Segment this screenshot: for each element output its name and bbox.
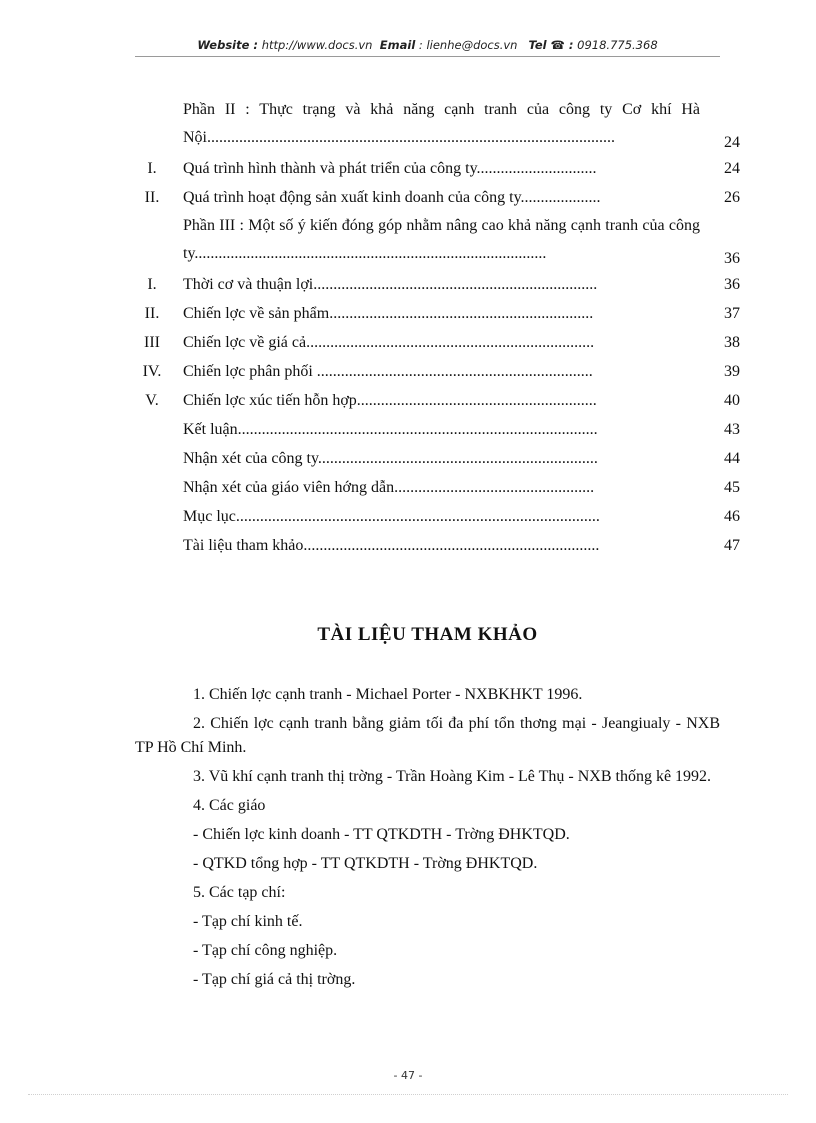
toc-number: V. bbox=[145, 392, 159, 409]
email-value: : lienhe@docs.vn bbox=[418, 38, 518, 52]
toc-entry bbox=[135, 473, 740, 502]
toc-number: III bbox=[144, 334, 160, 351]
tel-value: 0918.775.368 bbox=[577, 38, 658, 52]
toc-entry bbox=[135, 270, 740, 299]
toc-page: 40 bbox=[724, 392, 740, 409]
reference-item: - Tạp chí kinh tế. bbox=[193, 913, 303, 930]
toc-title: Kết luận.......................................................................................... bbox=[183, 421, 598, 438]
toc-page: 24 bbox=[724, 134, 740, 151]
website-value: http://www.docs.vn bbox=[261, 38, 373, 52]
toc-entry bbox=[135, 502, 740, 531]
references-title: TÀI LIỆU THAM KHẢO bbox=[317, 624, 538, 645]
toc-title: Nhận xét của giáo viên hớng dẫn.................................................. bbox=[183, 479, 595, 496]
toc-page: 26 bbox=[724, 189, 740, 206]
reference-item: - Tạp chí công nghiệp. bbox=[193, 942, 338, 959]
toc-title: Chiến lợc về giá cả........................................................................ bbox=[183, 334, 595, 351]
reference-item: 4. Các giáo bbox=[193, 797, 266, 814]
references-list bbox=[135, 683, 720, 992]
toc-page: 36 bbox=[724, 276, 740, 293]
reference-item: - Tạp chí giá cả thị trờng. bbox=[193, 971, 356, 988]
toc-title: Nhận xét của công ty...................................................................... bbox=[183, 450, 598, 467]
toc-entry bbox=[135, 299, 740, 328]
toc-entry bbox=[135, 357, 740, 386]
toc-page: 47 bbox=[724, 537, 740, 554]
toc-page: 44 bbox=[724, 450, 740, 467]
toc-entry bbox=[135, 386, 740, 415]
toc-title: Tài liệu tham khảo.......................................................................... bbox=[183, 537, 600, 554]
toc-entry bbox=[135, 212, 740, 270]
toc-page: 39 bbox=[724, 363, 740, 380]
toc-title: Chiến lợc xúc tiến hỗn hợp............................................................ bbox=[183, 392, 597, 409]
toc-number: II. bbox=[144, 305, 160, 322]
toc-entry bbox=[135, 415, 740, 444]
toc-entry bbox=[135, 154, 740, 183]
tel-label: Tel ☎ : bbox=[528, 38, 574, 52]
table-of-contents bbox=[135, 96, 740, 560]
reference-item: 3. Vũ khí cạnh tranh thị trờng - Trần Hoàng Kim - Lê Thụ - NXB thống kê 1992. bbox=[193, 768, 712, 785]
header-divider bbox=[135, 56, 720, 57]
toc-number: IV. bbox=[142, 363, 162, 380]
toc-page: 24 bbox=[724, 160, 740, 177]
email-label: Email bbox=[379, 38, 416, 52]
toc-title: Phần II : Thực trạng và khả năng cạnh tranh của công ty Cơ khí Hà Nội...................................................................................................... bbox=[183, 101, 700, 146]
toc-title: Chiến lợc về sản phẩm.................................................................. bbox=[183, 305, 594, 322]
toc-entry bbox=[135, 96, 740, 154]
toc-page: 38 bbox=[724, 334, 740, 351]
toc-number: I. bbox=[147, 160, 157, 177]
page-header bbox=[135, 38, 720, 52]
toc-page: 37 bbox=[724, 305, 740, 322]
reference-item: - Chiến lợc kinh doanh - TT QTKDTH - Trờng ĐHKTQD. bbox=[193, 826, 570, 843]
website-label: Website : bbox=[197, 38, 259, 52]
toc-page: 36 bbox=[724, 250, 740, 267]
toc-title: Mục lục........................................................................................... bbox=[183, 508, 600, 525]
toc-entry bbox=[135, 444, 740, 473]
toc-page: 43 bbox=[724, 421, 740, 438]
reference-item: 2. Chiến lợc cạnh tranh bằng giảm tối đa phí tổn thơng mại - Jeangiualy - NXB TP Hồ Chí Minh. bbox=[135, 715, 720, 756]
footer-divider bbox=[28, 1094, 788, 1095]
page-number: - 47 - bbox=[393, 1069, 423, 1082]
toc-title: Thời cơ và thuận lợi....................................................................... bbox=[183, 276, 598, 293]
toc-number: I. bbox=[147, 276, 157, 293]
reference-item: - QTKD tổng hợp - TT QTKDTH - Trờng ĐHKTQD. bbox=[193, 855, 538, 872]
toc-title: Chiến lợc phân phối ..................................................................... bbox=[183, 363, 593, 380]
toc-title: Phần III : Một số ý kiến đóng góp nhằm nâng cao khả năng cạnh tranh của công ty........................................................................................ bbox=[183, 217, 700, 262]
toc-number: II. bbox=[144, 189, 160, 206]
toc-entry bbox=[135, 183, 740, 212]
reference-item: 5. Các tạp chí: bbox=[193, 884, 286, 901]
toc-entry bbox=[135, 531, 740, 560]
toc-title: Quá trình hoạt động sản xuất kinh doanh của công ty.................... bbox=[183, 189, 601, 206]
toc-title: Quá trình hình thành và phát triển của công ty.............................. bbox=[183, 160, 597, 177]
toc-entry bbox=[135, 328, 740, 357]
toc-page: 45 bbox=[724, 479, 740, 496]
reference-item: 1. Chiến lợc cạnh tranh - Michael Porter - NXBKHKT 1996. bbox=[193, 686, 583, 703]
toc-page: 46 bbox=[724, 508, 740, 525]
